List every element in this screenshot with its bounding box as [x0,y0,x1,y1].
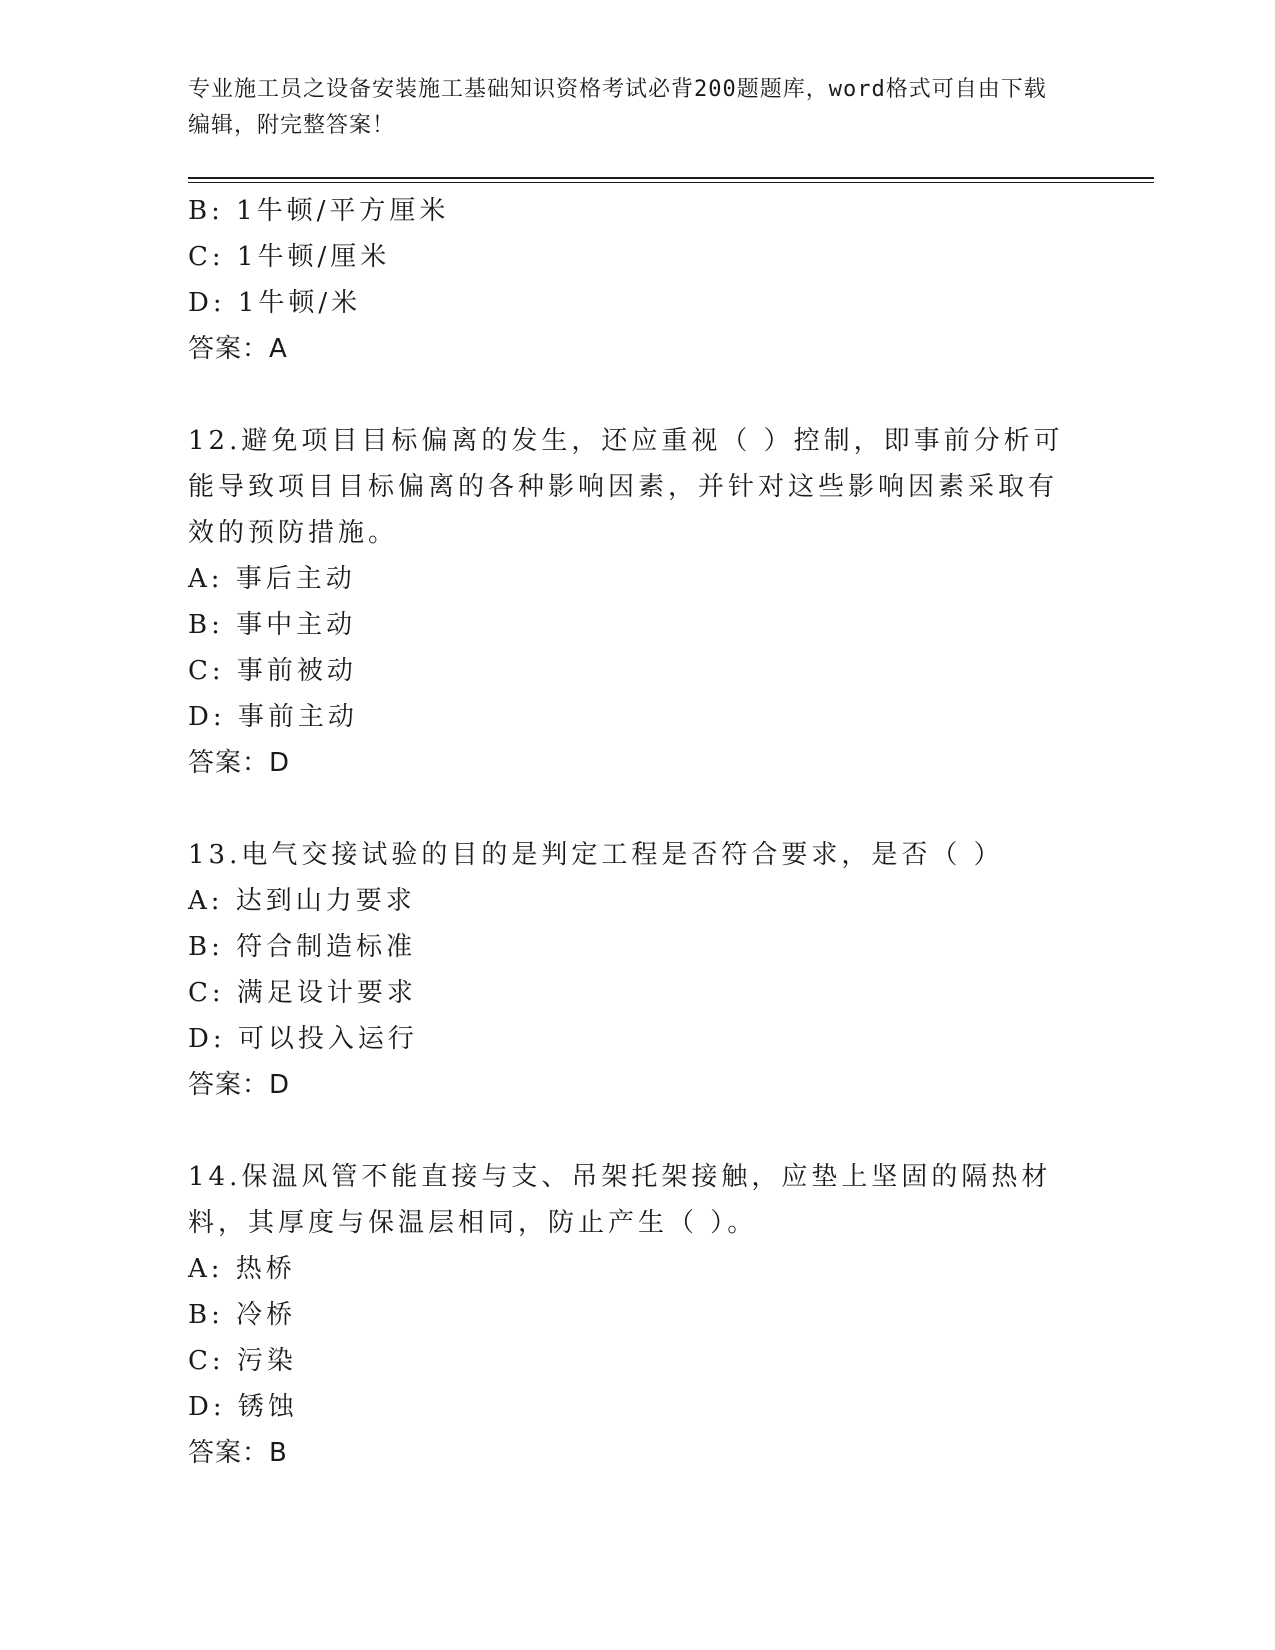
header-rule-thick [188,177,1154,179]
document-header: 专业施工员之设备安装施工基础知识资格考试必背200题题库，word格式可自由下载编辑，附完整答案！ [188,77,1047,138]
prev-question-block [188,188,1068,372]
option-d: D: 锈蚀 [188,1392,298,1422]
question-content [188,188,1068,1476]
answer-line: 答案：D [188,1070,291,1100]
option-d: D: 可以投入运行 [188,1024,418,1054]
option-d: D: 1牛顿/米 [188,288,362,318]
question-12 [188,418,1068,786]
option-a: A: 达到山力要求 [188,886,416,916]
answer-line: 答案：D [188,748,291,778]
question-stem: 12.避免项目目标偏离的发生，还应重视（ ）控制，即事前分析可能导致项目目标偏离的各种影响因素，并针对这些影响因素采取有效的预防措施。 [188,426,1064,548]
answer-line: 答案：B [188,1438,288,1468]
option-c: C: 事前被动 [188,656,357,686]
header-rule-thin [188,182,1154,183]
option-c: C: 满足设计要求 [188,978,417,1008]
question-13 [188,832,1068,1108]
option-b: B: 符合制造标准 [188,932,417,962]
question-stem: 14.保温风管不能直接与支、吊架托架接触，应垫上坚固的隔热材料，其厚度与保温层相同，防止产生（ ）。 [188,1162,1052,1238]
question-14 [188,1154,1068,1476]
option-b: B: 事中主动 [188,610,357,640]
option-b: B: 冷桥 [188,1300,297,1330]
option-b: B: 1牛顿/平方厘米 [188,196,450,226]
option-c: C: 污染 [188,1346,297,1376]
option-a: A: 事后主动 [188,564,356,594]
answer-line: 答案：A [188,334,288,364]
question-stem: 13.电气交接试验的目的是判定工程是否符合要求，是否（ ） [188,840,1004,870]
option-a: A: 热桥 [188,1254,296,1284]
option-c: C: 1牛顿/厘米 [188,242,391,272]
option-d: D: 事前主动 [188,702,358,732]
